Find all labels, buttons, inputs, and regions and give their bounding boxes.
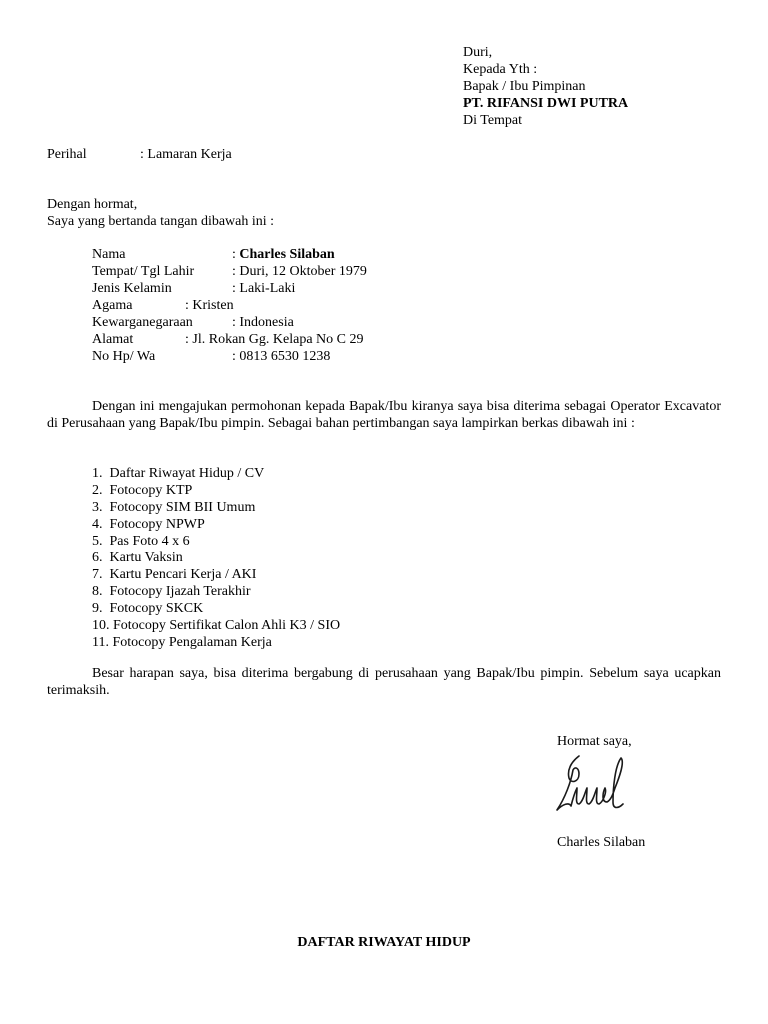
identity-row-nationality [92, 314, 193, 331]
identity-value-bold: Charles Silaban [239, 247, 335, 262]
signer-name: Charles Silaban [557, 835, 646, 850]
identity-row-name [92, 246, 125, 263]
list-item: 7. Kartu Pencari Kerja / AKI [92, 567, 257, 583]
identity-label: Nama [92, 247, 126, 262]
identity-value-gender: : Laki-Laki [232, 281, 296, 296]
recipient-city: Duri, [463, 45, 493, 60]
list-item: 2. Fotocopy KTP [92, 482, 193, 498]
identity-value-name [232, 246, 335, 263]
identity-label: Agama [92, 298, 133, 313]
identity-value-prefix: : [232, 247, 240, 262]
identity-label: Jenis Kelamin [92, 281, 172, 296]
recipient-to: Kepada Yth : [463, 62, 538, 77]
closing-label: Hormat saya, [557, 734, 632, 749]
list-item: 4. Fotocopy NPWP [92, 516, 205, 532]
identity-label: Alamat [92, 332, 134, 347]
cv-title: DAFTAR RIWAYAT HIDUP [297, 935, 471, 950]
recipient-block [463, 44, 628, 129]
recipient-company: PT. RIFANSI DWI PUTRA [463, 96, 629, 111]
closing-paragraph: Besar harapan saya, bisa diterima bergabung di perusahaan yang Bapak/Ibu pimpin. Sebelum saya ucapkan terimaksih. [47, 666, 721, 698]
subject-label: Perihal [47, 147, 87, 162]
identity-label: Kewarganegaraan [92, 315, 193, 330]
identity-row-birth [92, 263, 194, 280]
recipient-place: Di Tempat [463, 113, 523, 128]
identity-row-gender [92, 280, 172, 297]
list-item: 10. Fotocopy Sertifikat Calon Ahli K3 / SIO [92, 618, 341, 634]
list-item: 8. Fotocopy Ijazah Terakhir [92, 584, 251, 600]
identity-value-nationality: : Indonesia [232, 315, 294, 330]
attachment-list [92, 465, 340, 651]
list-item: 6. Kartu Vaksin [92, 550, 183, 566]
identity-value-phone: : 0813 6530 1238 [232, 349, 331, 364]
list-item: 5. Pas Foto 4 x 6 [92, 533, 190, 549]
intro-text: Saya yang bertanda tangan dibawah ini : [47, 214, 275, 229]
greeting: Dengan hormat, [47, 197, 138, 212]
identity-row-phone [92, 348, 155, 365]
body-paragraph: Dengan ini mengajukan permohonan kepada Bapak/Ibu kiranya saya bisa diterima sebagai Operator Excavator di Perusahaan yang Bapak/Ibu pimpin. Sebagai bahan pertimbangan saya lampirkan berkas dibawah ini : [47, 399, 721, 431]
list-item: 11. Fotocopy Pengalaman Kerja [92, 634, 272, 650]
list-item: 1. Daftar Riwayat Hidup / CV [92, 466, 265, 481]
identity-label: Tempat/ Tgl Lahir [92, 264, 195, 279]
identity-label: No Hp/ Wa [92, 349, 156, 364]
signature-image [549, 748, 639, 828]
identity-value-religion: : Kristen [185, 298, 234, 313]
list-item: 9. Fotocopy SKCK [92, 601, 204, 617]
list-item: 3. Fotocopy SIM BII Umum [92, 499, 256, 515]
identity-value-address: : Jl. Rokan Gg. Kelapa No C 29 [185, 332, 364, 347]
identity-row-religion [92, 297, 132, 314]
identity-row-address [92, 331, 133, 348]
identity-value-birth: : Duri, 12 Oktober 1979 [232, 264, 367, 279]
recipient-title: Bapak / Ibu Pimpinan [463, 79, 586, 94]
subject-value: : Lamaran Kerja [140, 147, 232, 162]
